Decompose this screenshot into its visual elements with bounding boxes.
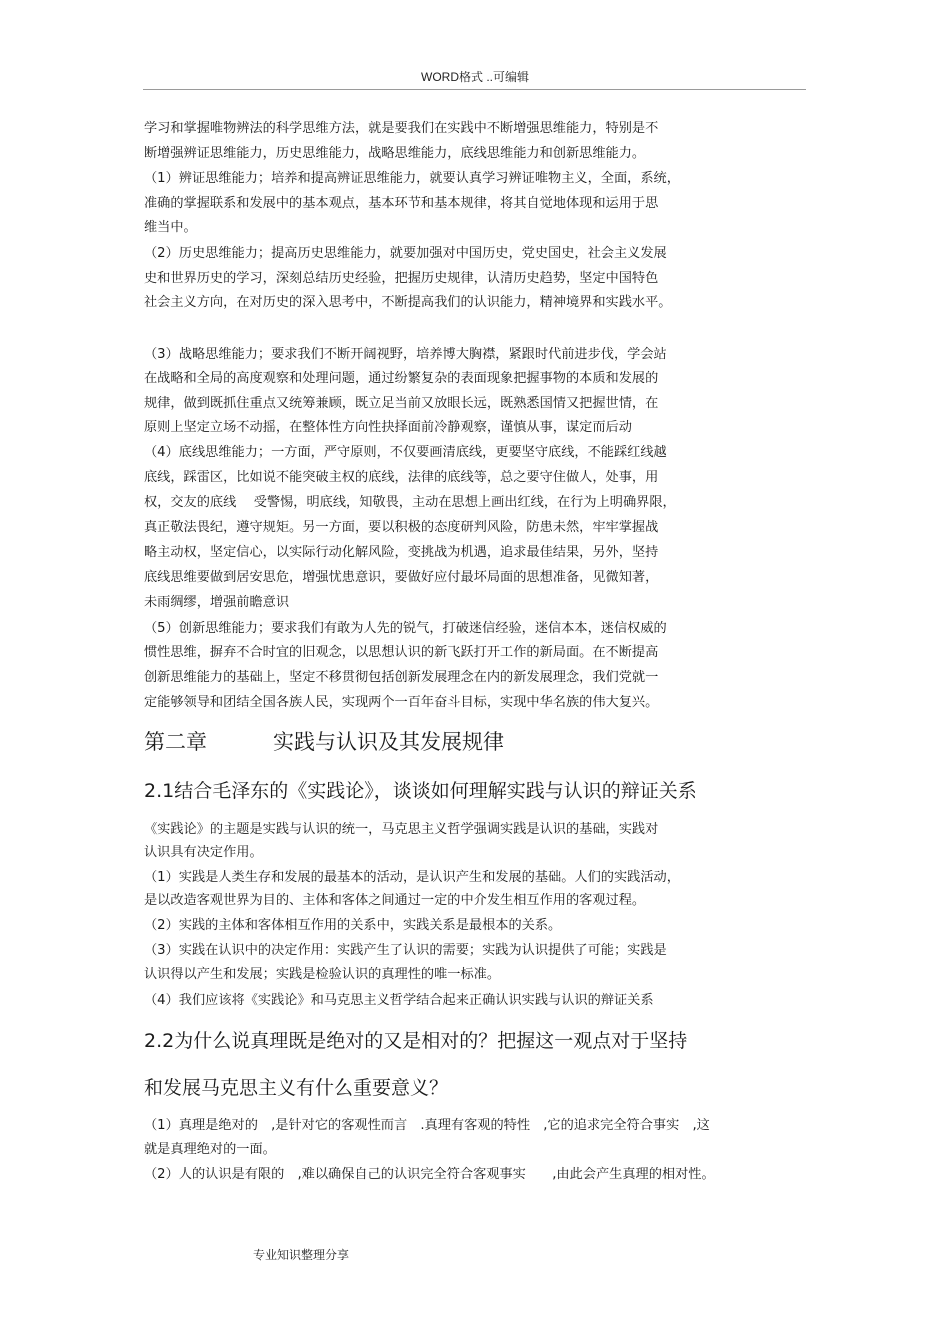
list-item-line: 真正敬法畏纪，遵守规矩。另一方面，要以积极的态度研判风险，防患未然，牢牢掌握战 bbox=[144, 520, 659, 535]
body-line: 学习和掌握唯物辨法的科学思维方法，就是要我们在实践中不断增强思维能力，特别是不 bbox=[144, 121, 659, 136]
list-item-line: （1）实践是人类生存和发展的最基本的活动，是认识产生和发展的基础。人们的实践活动， bbox=[144, 870, 680, 885]
list-item-line: （1）辨证思维能力；培养和提高辨证思维能力，就要认真学习辨证唯物主义，全面，系统， bbox=[144, 171, 680, 186]
body-line: 断增强辨证思维能力，历史思维能力，战略思维能力，底线思维能力和创新思维能力。 bbox=[144, 146, 646, 161]
section-heading-2-2: 2.2为什么说真理既是绝对的又是相对的？把握这一观点对于坚持 bbox=[144, 1030, 688, 1052]
list-item-line: 权，交友的底线 受警惕，明底线，知敬畏，主动在思想上画出红线，在行为上明确界限， bbox=[144, 495, 676, 510]
list-item-line: 未雨绸缪，增强前瞻意识 bbox=[144, 595, 290, 610]
list-item-line: 社会主义方向，在对历史的深入思考中，不断提高我们的认识能力，精神境界和实践水平。 bbox=[144, 295, 672, 310]
page-footer: 专业知识整理分享 bbox=[253, 1248, 350, 1262]
section-heading-2-2-continued: 和发展马克思主义有什么重要意义？ bbox=[144, 1077, 449, 1099]
chapter-heading bbox=[144, 726, 504, 756]
list-item-line: 底线，踩雷区，比如说不能突破主权的底线，法律的底线等，总之要守住做人，处事，用 bbox=[144, 470, 659, 485]
chapter-title: 实践与认识及其发展规律 bbox=[273, 730, 504, 754]
body-line: 认识具有决定作用。 bbox=[144, 845, 263, 860]
list-item-line: 底线思维要做到居安思危，增强忧患意识，要做好应付最坏局面的思想准备，见微知著， bbox=[144, 570, 659, 585]
list-item-line: 创新思维能力的基础上，坚定不移贯彻包括创新发展理念在内的新发展理念，我们党就一 bbox=[144, 670, 659, 685]
list-item-line: 史和世界历史的学习，深刻总结历史经验，把握历史规律，认清历史趋势，坚定中国特色 bbox=[144, 271, 659, 286]
list-item-line: 原则上坚定立场不动摇，在整体性方向性抉择面前冷静观察，谨慎从事，谋定而后动 bbox=[144, 420, 632, 435]
list-item-line: 规律，做到既抓住重点又统筹兼顾，既立足当前又放眼长远，既熟悉国情又把握世情，在 bbox=[144, 396, 659, 411]
body-line: 《实践论》的主题是实践与认识的统一，马克思主义哲学强调实践是认识的基础，实践对 bbox=[144, 822, 659, 837]
list-item-line: 略主动权，坚定信心，以实际行动化解风险，变挑战为机遇，追求最佳结果，另外，坚持 bbox=[144, 545, 659, 560]
section-heading-2-1: 2.1结合毛泽东的《实践论》，谈谈如何理解实践与认识的辩证关系 bbox=[144, 780, 697, 802]
list-item-line: 认识得以产生和发展；实践是检验认识的真理性的唯一标准。 bbox=[144, 967, 501, 982]
list-item-line: 准确的掌握联系和发展中的基本观点，基本环节和基本规律，将其自觉地体现和运用于思 bbox=[144, 196, 659, 211]
list-item-line: （4）我们应该将《实践论》和马克思主义哲学结合起来正确认识实践与认识的辩证关系 bbox=[144, 993, 654, 1008]
list-item-line: （2）实践的主体和客体相互作用的关系中，实践关系是最根本的关系。 bbox=[144, 918, 562, 933]
list-item-line: 就是真理绝对的一面。 bbox=[144, 1142, 276, 1157]
list-item-line: 定能够领导和团结全国各族人民，实现两个一百年奋斗目标，实现中华名族的伟大复兴。 bbox=[144, 695, 659, 710]
list-item-line: （2）人的认识是有限的 ,难以确保自己的认识完全符合客观事实 ,由此会产生真理的相对性。 bbox=[144, 1167, 715, 1182]
list-item-line: （1）真理是绝对的 ,是针对它的客观性而言 .真理有客观的特性 ,它的追求完全符合事实 ,这 bbox=[144, 1118, 710, 1133]
list-item-line: 维当中。 bbox=[144, 220, 197, 235]
list-item-line: （5）创新思维能力；要求我们有敢为人先的锐气，打破迷信经验，迷信本本，迷信权威的 bbox=[144, 621, 667, 636]
list-item-line: （2）历史思维能力；提高历史思维能力，就要加强对中国历史，党史国史，社会主义发展 bbox=[144, 246, 667, 261]
header-divider bbox=[143, 89, 806, 90]
list-item-line: （4）底线思维能力；一方面，严守原则，不仅要画清底线，更要坚守底线，不能踩红线越 bbox=[144, 445, 667, 460]
list-item-line: 是以改造客观世界为目的、主体和客体之间通过一定的中介发生相互作用的客观过程。 bbox=[144, 893, 646, 908]
list-item-line: （3）战略思维能力；要求我们不断开阔视野，培养博大胸襟，紧跟时代前进步伐，学会站 bbox=[144, 347, 667, 362]
list-item-line: 惯性思维，摒弃不合时宜的旧观念，以思想认识的新飞跃打开工作的新局面。在不断提高 bbox=[144, 645, 659, 660]
list-item-line: （3）实践在认识中的决定作用：实践产生了认识的需要；实践为认识提供了可能；实践是 bbox=[144, 943, 667, 958]
page-header: WORD格式 ..可编辑 bbox=[421, 70, 529, 84]
list-item-line: 在战略和全局的高度观察和处理问题，通过纷繁复杂的表面现象把握事物的本质和发展的 bbox=[144, 371, 659, 386]
chapter-number: 第二章 bbox=[144, 730, 207, 754]
